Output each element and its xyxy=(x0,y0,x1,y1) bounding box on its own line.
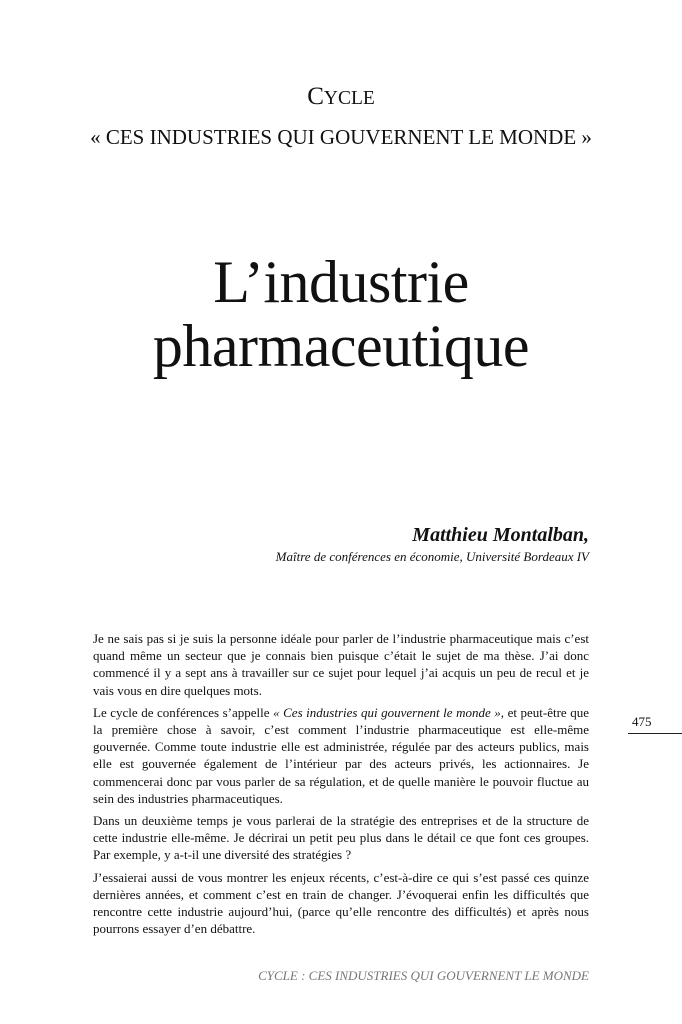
running-footer: CYCLE : CES INDUSTRIES QUI GOUVERNENT LE MONDE xyxy=(258,968,589,983)
title-line-1: L’industrie xyxy=(213,249,469,315)
body-text xyxy=(93,630,589,942)
title-line-2: pharmaceutique xyxy=(152,313,530,379)
author-name: Matthieu Montalban, xyxy=(412,524,589,546)
cycle-heading xyxy=(0,82,682,114)
cycle-first-letter: C xyxy=(307,83,324,110)
paragraph-3: Dans un deuxième temps je vous parlerai de la stratégie des entreprises et de la structure de cette industrie elle-même. Je décrirai un petit peu plus dans le détail ce que font ces groupes. Par exemple, y a-t-il une diversité des stratégies ? xyxy=(93,813,589,863)
paragraph-2 xyxy=(93,704,589,807)
cycle-rest-letters: YCLE xyxy=(323,88,375,109)
page-number: 475 xyxy=(632,714,652,729)
page-number-rule xyxy=(628,733,682,734)
paragraph-1: Je ne sais pas si je suis la personne idéale pour parler de l’industrie pharmaceutique mais c’est quand même un secteur que je connais bien puisque c’était le sujet de ma thèse. J’ai donc commencé il y a sept ans à travailler sur ce sujet pour lequel j’ai acquis un peu de recul et je vais vous en dire quelques mots. xyxy=(93,631,589,698)
paragraph-2-start: Le cycle de conférences s’appelle xyxy=(93,704,274,720)
series-title: « CES INDUSTRIES QUI GOUVERNENT LE MONDE » xyxy=(90,125,592,149)
page-title xyxy=(0,250,682,378)
paragraph-2-end: , et peut-être que la première chose à savoir, c’est comment l’industrie pharmaceutique est elle-même gouvernée. Comme toute industrie elle est administrée, régulée par des acteurs publics, mais elle est gouvernée également de l’intérieur par des acteurs privés, les actionnaires. Je commencerai donc par vous parler de sa régulation, et de quelle manière le pouvoir fluctue au sein des industries pharmaceutiques. xyxy=(93,704,589,806)
paragraph-2-italic-title: « Ces industries qui gouvernent le monde » xyxy=(273,704,501,720)
paragraph-4: J’essaierai aussi de vous montrer les enjeux récents, c’est-à-dire ce qui s’est passé ces quinze dernières années, et comment c’est en train de changer. J’évoquerai enfin les difficultés que rencontre cette industrie aujourd’hui, (parce qu’elle rencontre des difficultés) et après nous pourrons essayer d’en débattre. xyxy=(93,869,589,937)
author-affiliation: Maître de conférences en économie, Université Bordeaux IV xyxy=(275,549,589,564)
